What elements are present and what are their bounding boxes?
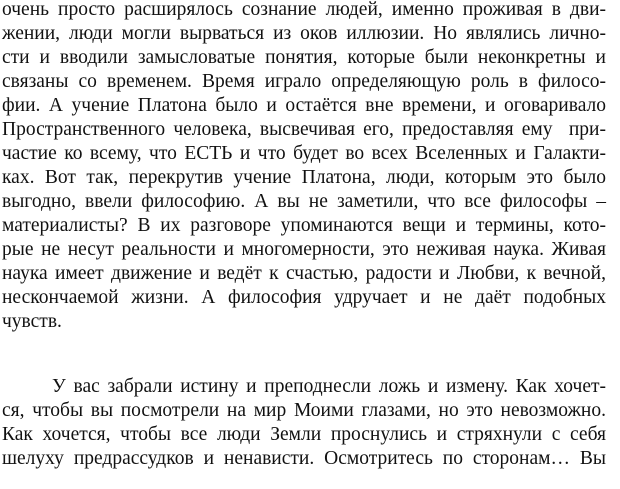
text-line: фии. А учение Платона было и остаётся вне времени, и оговаривало xyxy=(2,95,606,116)
text-line: Как хочется, чтобы все люди Земли проснулись и стряхнули с себя xyxy=(2,424,606,445)
text-line: наука имеет движение и ведёт к счастью, радости и Любви, к вечной, xyxy=(2,263,606,284)
text-line: жении, люди могли вырваться из оков иллюзии. Но являлись лично- xyxy=(2,23,606,44)
text-line: У вас забрали истину и преподнесли ложь и измену. Как хочет- xyxy=(52,376,606,397)
text-line: рые не несут реальности и многомерности, это неживая наука. Живая xyxy=(2,239,606,260)
text-line: нескончаемой жизни. А философия удручает и не даёт подобных xyxy=(2,287,606,308)
text-line: ся, чтобы вы посмотрели на мир Моими глазами, но это невозможно. xyxy=(2,400,606,421)
text-line: ках. Вот так, перекрутив учение Платона, люди, которым это было xyxy=(2,167,606,188)
text-line: выгодно, ввели философию. А вы не заметили, что все философы – xyxy=(2,191,606,212)
text-line: частие ко всему, что ЕСТЬ и что будет во всех Вселенных и Галакти- xyxy=(2,143,606,164)
text-line: материалисты? В их разговоре упоминаются вещи и термины, кото- xyxy=(2,215,606,236)
text-line: связаны со временем. Время играло определяющую роль в филосо- xyxy=(2,71,606,92)
text-line: Пространственного человека, высвечивая его, предоставляя ему при- xyxy=(2,119,606,140)
text-line: сти и вводили замысловатые понятия, которые были неконкретны и xyxy=(2,47,606,68)
text-line: очень просто расширялось сознание людей, именно проживая в дви- xyxy=(2,0,606,20)
text-line: шелуху предрассудков и ненависти. Осмотритесь по сторонам… Вы xyxy=(2,448,606,469)
text-line: чувств. xyxy=(2,311,62,332)
